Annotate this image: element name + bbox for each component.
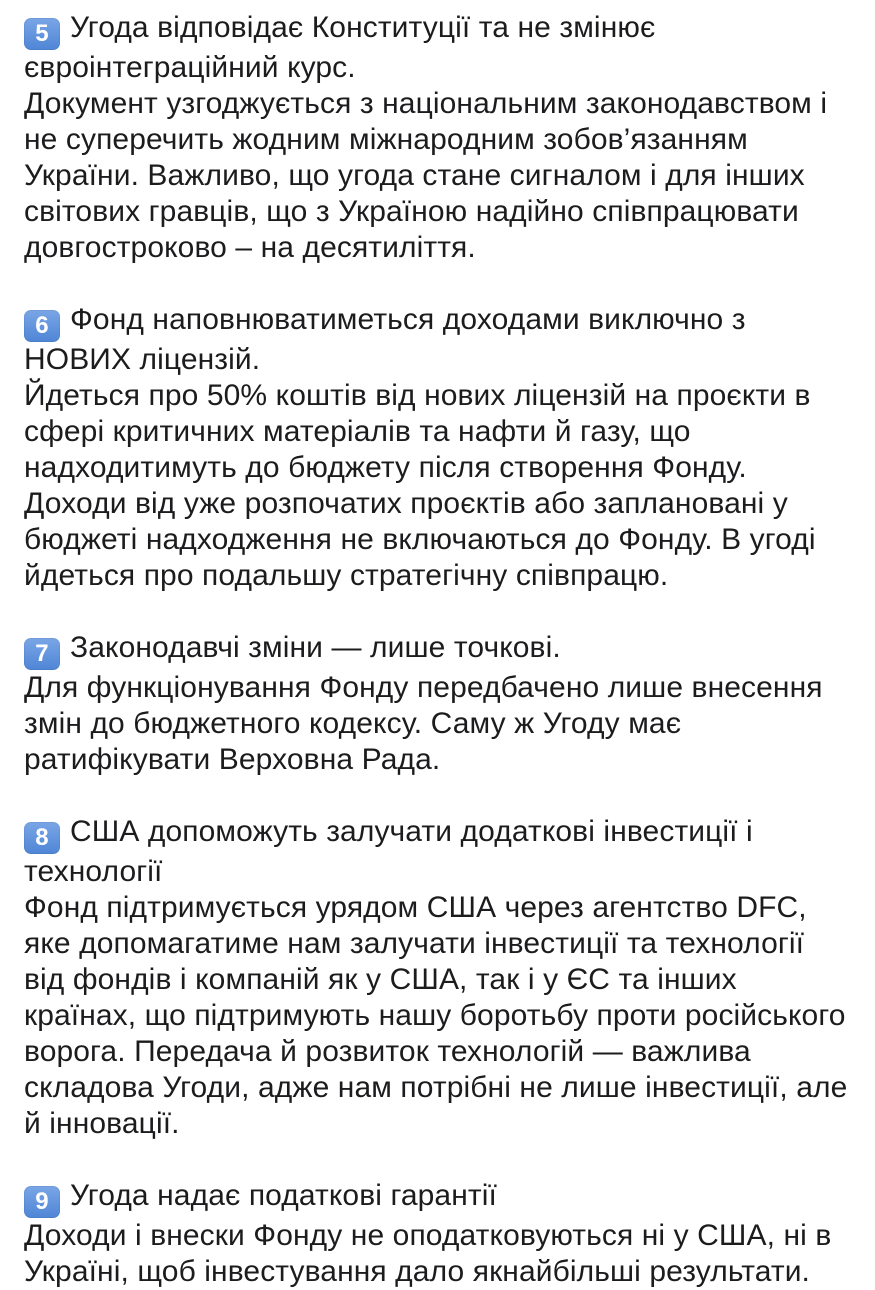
section-heading-text: Законодавчі зміни — лише точкові. (70, 631, 561, 664)
keycap-9-icon: 9 (24, 1186, 60, 1218)
section-heading (24, 1178, 851, 1218)
section-heading (24, 302, 851, 378)
keycap-7-icon: 7 (24, 638, 60, 670)
section-heading (24, 630, 851, 670)
section-heading-text: США допоможуть залучати додаткові інвестиції і технології (24, 815, 753, 888)
section-9 (24, 1178, 851, 1290)
keycap-6-icon: 6 (24, 310, 60, 342)
section-7 (24, 630, 851, 778)
section-body: Документ узгоджується з національним законодавством і не суперечить жодним міжнародним зобов’язанням України. Важливо, що угода стане сигналом і для інших світових гравців, що з Україною надійно співпрацювати довгостроково – на десятиліття. (24, 87, 828, 264)
section-8 (24, 814, 851, 1142)
section-heading (24, 814, 851, 890)
keycap-8-icon: 8 (24, 822, 60, 854)
section-heading-text: Угода надає податкові гарантії (70, 1179, 497, 1212)
section-body: Йдеться про 50% коштів від нових ліцензій на проєкти в сфері критичних матеріалів та нафти й газу, що надходитимуть до бюджету після створення Фонду. Доходи від уже розпочатих проєктів або заплановані у бюджеті надходження не включаються до Фонду. В угоді йдеться про подальшу стратегічну співпрацю. (24, 379, 816, 592)
section-body: Фонд підтримується урядом США через агентство DFC, яке допомагатиме нам залучати інвестиції та технології від фондів і компаній як у США, так і у ЄС та інших країнах, що підтримують нашу боротьбу проти російського ворога. Передача й розвиток технологій — важлива складова Угоди, адже нам потрібні не лише інвестиції, але й інновації. (24, 891, 848, 1140)
section-heading-text: Угода відповідає Конституції та не змінює євроінтеграційний курс. (24, 11, 656, 84)
keycap-5-icon: 5 (24, 18, 60, 50)
section-body: Для функціонування Фонду передбачено лише внесення змін до бюджетного кодексу. Саму ж Угоду має ратифікувати Верховна Рада. (24, 671, 823, 776)
section-5 (24, 10, 851, 266)
section-6 (24, 302, 851, 594)
section-body: Доходи і внески Фонду не оподатковуються ні у США, ні в Україні, щоб інвестування дало якнайбільші результати. (24, 1219, 832, 1288)
section-heading-text: Фонд наповнюватиметься доходами виключно з НОВИХ ліцензій. (24, 303, 746, 376)
section-heading (24, 10, 851, 86)
